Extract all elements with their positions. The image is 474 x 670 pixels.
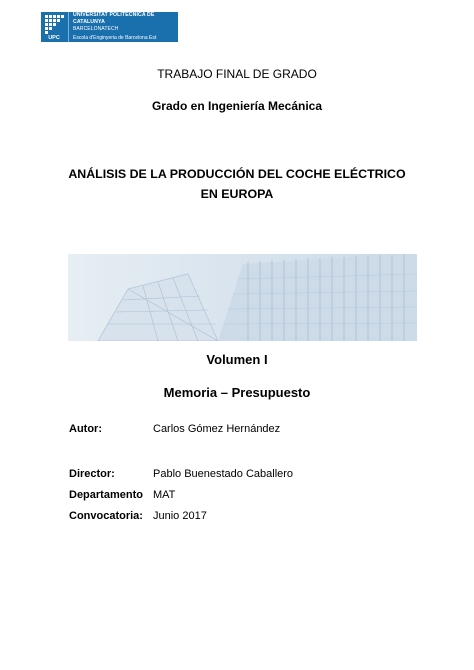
upc-mark-text: UPC (48, 35, 60, 41)
info-value: MAT (153, 489, 176, 501)
logo-university-name: UNIVERSITAT POLITÈCNICA DE CATALUNYA (73, 12, 155, 25)
document-subtitle: Memoria – Presupuesto (163, 385, 311, 400)
logo-tagline: BARCELONATECH (73, 26, 119, 32)
upc-emblem-icon (41, 12, 69, 42)
info-value: Junio 2017 (153, 510, 207, 522)
logo-school-name: Escola d'Enginyeria de Barcelona Est (73, 35, 157, 41)
volume-label: Volumen I (206, 352, 268, 367)
upc-logo (41, 12, 178, 42)
info-label: Director: (69, 468, 115, 480)
document-title: ANÁLISIS DE LA PRODUCCIÓN DEL COCHE ELÉCTRICO EN EUROPA (68, 167, 406, 201)
info-label: Departamento (69, 489, 143, 501)
info-value: Carlos Gómez Hernández (153, 423, 281, 435)
info-label: Autor: (69, 423, 102, 435)
document-type: TRABAJO FINAL DE GRADO (157, 67, 317, 81)
logo-text (69, 12, 178, 42)
degree-name: Grado en Ingeniería Mecánica (151, 99, 323, 113)
info-label: Convocatoria: (69, 510, 143, 522)
building-facade-image (68, 254, 417, 341)
info-value: Pablo Buenestado Caballero (153, 468, 294, 480)
